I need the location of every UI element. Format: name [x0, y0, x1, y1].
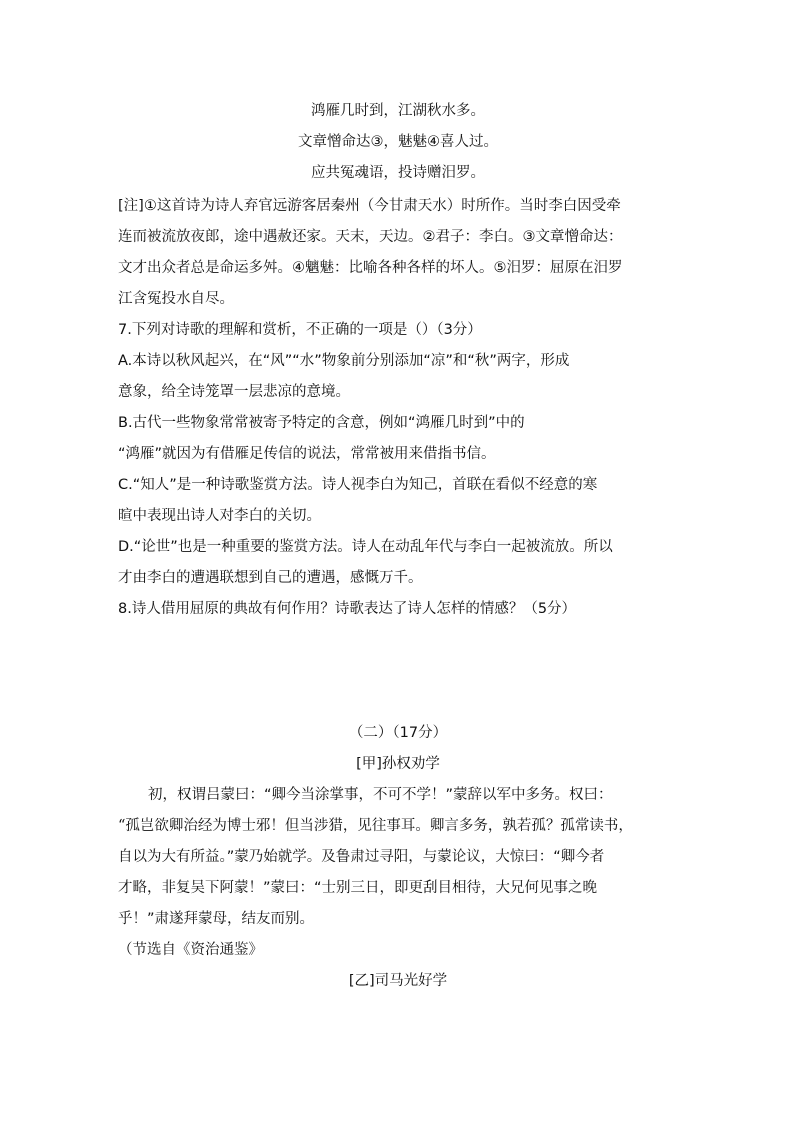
notes-and-questions — [118, 191, 678, 625]
note-line: 文才出众者总是命运多舛。④魑魅：比喻各种各样的坏人。⑤汨罗：屈原在汨罗 — [118, 260, 623, 276]
note-line: [注]①这首诗为诗人弃官远游客居秦州（今甘肃天水）时所作。当时李白因受牵 — [118, 198, 621, 214]
passage-title-yi: [乙]司马光好学 — [348, 973, 448, 989]
passage-line: “孤岂欲卿治经为博士邪！但当涉猎，见往事耳。卿言多务，孰若孤？孤常读书， — [118, 818, 633, 834]
passage-line: 初，权谓吕蒙曰：“卿今当涂掌事，不可不学！”蒙辞以军中多务。权曰： — [148, 787, 613, 803]
question-7-stem: 7.下列对诗歌的理解和赏析，不正确的一项是（）（3分） — [118, 322, 482, 338]
option-c-line: C.“知人”是一种诗歌鉴赏方法。诗人视李白为知己，首联在看似不经意的寒 — [118, 477, 598, 493]
option-b-line: B.古代一些物象常常被寄予特定的含意，例如“鸿雁几时到”中的 — [118, 415, 525, 431]
question-8-stem: 8.诗人借用屈原的典故有何作用？诗歌表达了诗人怎样的情感？（5分） — [118, 601, 577, 617]
passage-title-jia: [甲]孙权劝学 — [356, 756, 440, 772]
poem-block — [118, 96, 678, 189]
note-line: 江含冤投水自尽。 — [118, 291, 234, 307]
note-line: 连而被流放夜郎，途中遇赦还家。天末，天边。②君子：李白。③文章憎命达： — [118, 229, 623, 245]
passage-line: 乎！”肃遂拜蒙母，结友而别。 — [118, 911, 315, 927]
poem-line: 鸿雁几时到，江湖秋水多。 — [311, 103, 485, 119]
poem-line: 应共冤魂语，投诗赠汨罗。 — [311, 165, 485, 181]
passage-line: 自以为大有所益。”蒙乃始就学。及鲁肃过寻阳，与蒙论议，大惊曰：“卿今者 — [118, 849, 605, 865]
option-a-line: 意象，给全诗笼罩一层悲凉的意境。 — [118, 384, 350, 400]
option-a-line: A.本诗以秋风起兴，在“风”“水”物象前分别添加“凉”和“秋”两字，形成 — [118, 353, 570, 369]
source-note: （节选自《资治通鉴》 — [118, 942, 263, 958]
option-d-line: 才由李白的遭遇联想到自己的遭遇，感慨万千。 — [118, 570, 423, 586]
passage-line: 才略，非复吴下阿蒙！”蒙曰：“士别三日，即更刮目相待，大兄何见事之晚 — [118, 880, 598, 896]
section-2 — [118, 718, 678, 997]
option-c-line: 暄中表现出诗人对李白的关切。 — [118, 508, 321, 524]
poem-line: 文章憎命达③，魅魅④喜人过。 — [298, 134, 498, 150]
option-b-line: “鸿雁”就因为有借雁足传信的说法，常常被用来借指书信。 — [118, 446, 496, 462]
section-heading: （二）（17分） — [348, 725, 448, 741]
option-d-line: D.“论世”也是一种重要的鉴赏方法。诗人在动乱年代与李白一起被流放。所以 — [118, 539, 613, 555]
